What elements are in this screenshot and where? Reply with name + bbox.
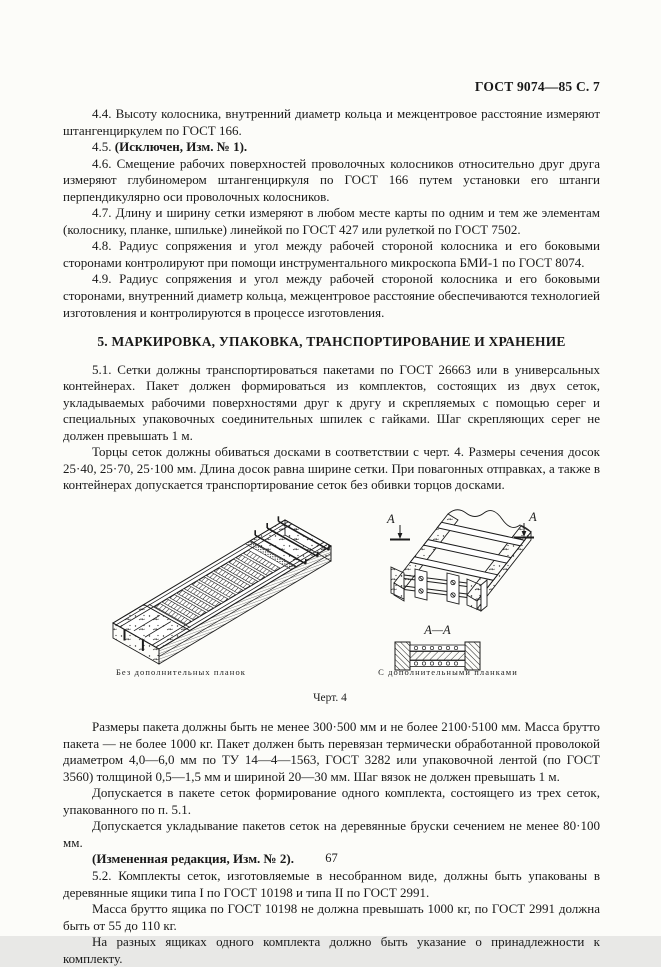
paragraph-4-9: 4.9. Радиус сопряжения и угол между рабочей стороной колосника и его боковыми сторонами, внутренний диаметр кольца, межцентровое расстояние обеспечиваются технологией изготовления и контролируются в процессе изготовления. [63,271,600,320]
section-view-label: А—А [424,623,451,638]
paragraph-4-6: 4.6. Смещение рабочих поверхностей проволочных колосников относительно друг друга измеряют глубиномером штангенциркуля по ГОСТ 166 путем установки его штанги перпендикулярно оси проволочных колосников. [63,155,600,204]
figure-caption-right: С дополнительными планками [378,667,518,678]
paragraph-4-7: 4.7. Длину и ширину сетки измеряют в любом месте карты по одним и тем же элементам (колоснику, планке, шпильке) линейкой по ГОСТ 427 или рулеткой по ГОСТ 7502. [63,205,600,237]
paragraph-box-mass: Масса брутто ящика по ГОСТ 10198 не должна превышать 1000 кг, по ГОСТ 2991 должна быть от 55 до 110 кг. [63,901,600,933]
paragraph-5-1b: Торцы сеток должны обиваться досками в соответствии с черт. 4. Размеры сечения досок 25·40, 25·70, 25·100 мм. Длина досок равна ширине сетки. При повагонных отправках, а также в контейнерах допускается транспортирование сеток без обивки торцов досками. [63,444,600,493]
text-column [63,106,600,967]
paragraph-4-4: 4.4. Высоту колосника, внутренний диаметр кольца и межцентровое расстояние измеряют штангенциркулем по ГОСТ 166. [63,106,600,138]
paragraph-4-8: 4.8. Радиус сопряжения и угол между рабочей стороной колосника и его боковыми сторонами контролируют при помощи инструментального микроскопа БМИ-1 по ГОСТ 8074. [63,238,600,270]
figure-caption-left: Без дополнительных планок [115,667,247,678]
paragraph-package-sizes: Размеры пакета должны быть не менее 300·500 мм и не более 2100·5100 мм. Масса брутто пакета — не более 1000 кг. Пакет должен быть перевязан термически обработанной проволокой диаметром 4,0—6,0 мм по ТУ 14—4—1563, ГОСТ 3282 или упаковочной лентой (по ГОСТ 3560) толщиной 0,5—1,5 мм и шириной 20—30 мм. Шаг вязок не должен превышать 1 м. [63,719,600,784]
section-5-heading: 5. МАРКИРОВКА, УПАКОВКА, ТРАНСПОРТИРОВАНИЕ И ХРАНЕНИЕ [97,334,566,350]
section-marker-right-label: А [529,510,537,525]
drawing-section-view [395,642,480,670]
paragraph-amended-note: (Измененная редакция, Изм. № 2). [92,851,294,867]
page-header-gost-number: ГОСТ 9074—85 С. 7 [474,79,600,94]
drawing-package-with-planks [390,510,534,611]
page-number: 67 [325,851,338,865]
figure-chert-4 [63,503,600,713]
figure-drawing [63,503,600,713]
drawing-package-without-planks [113,516,331,664]
section-marker-left-label: А [387,512,395,527]
section-marker-left [390,525,410,540]
paragraph-4-5-number: 4.5. [92,139,115,155]
paragraph-4-5 [63,139,600,156]
paragraph-allow-three-nets: Допускается в пакете сеток формирование одного комплекта, состоящего из трех сеток, упакованного по п. 5.1. [63,785,600,817]
paragraph-5-2: 5.2. Комплекты сеток, изготовляемые в несобранном виде, должны быть упакованы в деревянные ящики типа I по ГОСТ 10198 и типа II по ГОСТ 2991. [63,867,600,900]
paragraph-5-1a: 5.1. Сетки должны транспортироваться пакетами по ГОСТ 26663 или в универсальных контейнерах. Пакет должен формироваться из комплектов, состоящих из двух сеток, укладываемых рабочими поверхностями друг к другу и скрепляемых с помощью серег и специальных упаковочных соединительных шпилек с гайками. Шаг скрепляющих серег не должен превышать 1 м. [63,361,600,443]
paragraph-box-marking: На разных ящиках одного комплекта должно быть указание о принадлежности к комплекту. [63,934,600,966]
figure-number-caption: Черт. 4 [313,692,347,705]
paragraph-allow-wooden-bars: Допускается укладывание пакетов сеток на деревянные бруски сечением не менее 80·100 мм. [63,818,600,850]
paragraph-4-5-excluded-note: (Исключен, Изм. № 1). [114,139,248,155]
